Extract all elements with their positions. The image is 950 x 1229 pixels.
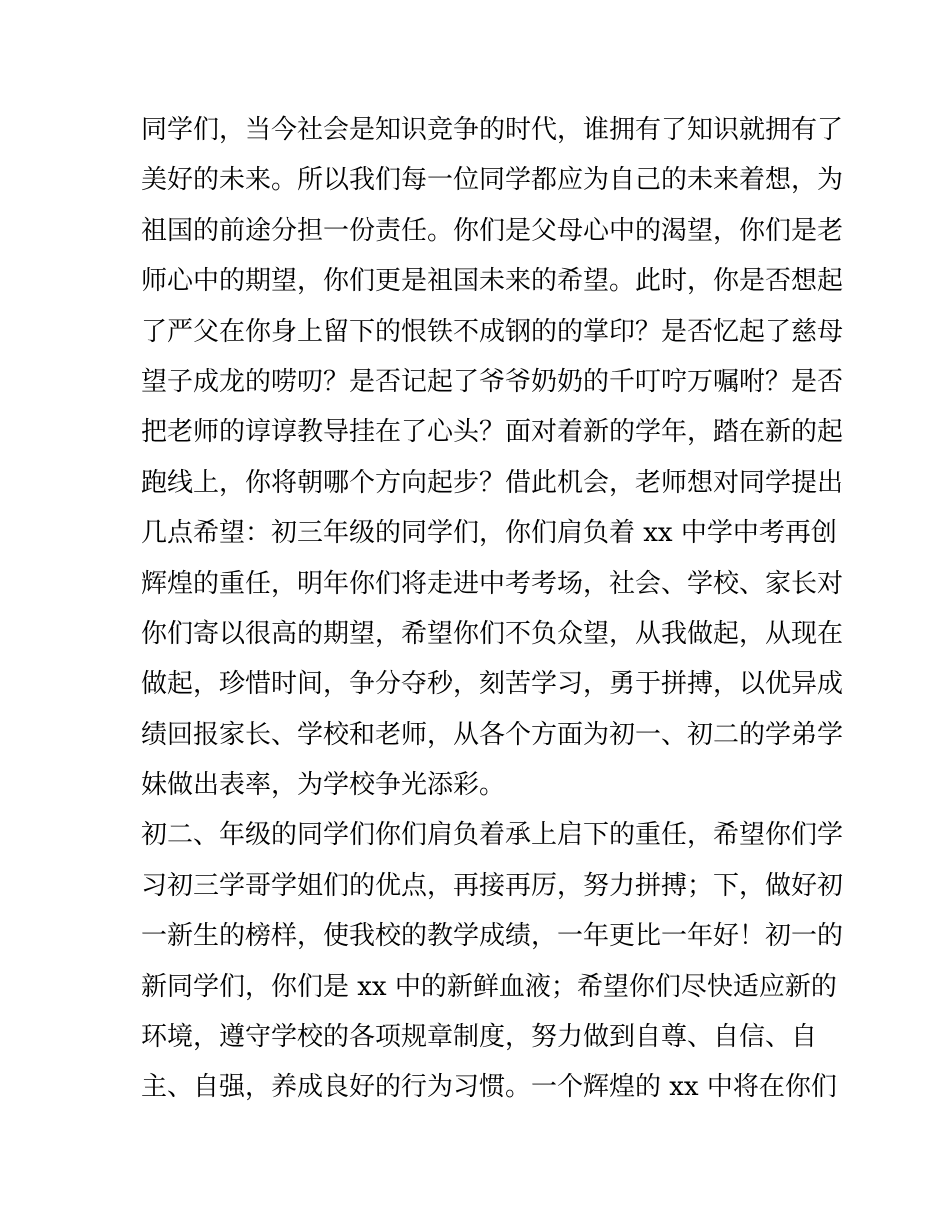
text-line: 一新生的榜样，使我校的教学成绩，一年更比一年好！初一的	[141, 921, 844, 952]
body-text	[141, 105, 844, 1113]
text-line: 绩回报家长、学校和老师，从各个方面为初一、初二的学弟学	[141, 719, 844, 750]
text-line: 主、自强，养成良好的行为习惯。一个辉煌的 xx 中将在你们	[141, 1072, 837, 1103]
text-line: 妹做出表率，为学校争光添彩。	[141, 770, 506, 801]
text-line: 习初三学哥学姐们的优点，再接再厉，努力拼搏；下，做好初	[141, 870, 844, 901]
text-line: 跑线上，你将朝哪个方向起步？借此机会，老师想对同学提出	[141, 467, 844, 498]
text-line: 美好的未来。所以我们每一位同学都应为自己的未来着想，为	[141, 165, 844, 196]
text-line: 辉煌的重任，明年你们将走进中考考场，社会、学校、家长对	[141, 568, 844, 599]
text-line: 环境，遵守学校的各项规章制度，努力做到自尊、自信、自	[141, 1022, 818, 1053]
text-line: 望子成龙的唠叨？是否记起了爷爷奶奶的千叮咛万嘱咐？是否	[141, 366, 844, 397]
text-line: 把老师的谆谆教导挂在了心头？面对着新的学年，踏在新的起	[141, 417, 844, 448]
text-line: 祖国的前途分担一份责任。你们是父母心中的渴望，你们是老	[141, 215, 844, 246]
text-line: 同学们，当今社会是知识竞争的时代，谁拥有了知识就拥有了	[141, 115, 844, 145]
text-line: 新同学们，你们是 xx 中的新鲜血液；希望你们尽快适应新的	[141, 971, 837, 1002]
text-line: 几点希望：初三年级的同学们，你们肩负着 xx 中学中考再创	[141, 518, 837, 549]
text-line: 做起，珍惜时间，争分夺秒，刻苦学习，勇于拼搏，以优异成	[141, 669, 844, 700]
text-line: 你们寄以很高的期望，希望你们不负众望，从我做起，从现在	[141, 618, 844, 649]
text-line: 师心中的期望，你们更是祖国未来的希望。此时，你是否想起	[141, 266, 844, 297]
text-line: 初二、年级的同学们你们肩负着承上启下的重任，希望你们学	[141, 820, 844, 851]
text-line: 了严父在你身上留下的恨铁不成钢的的掌印？是否忆起了慈母	[141, 316, 844, 347]
